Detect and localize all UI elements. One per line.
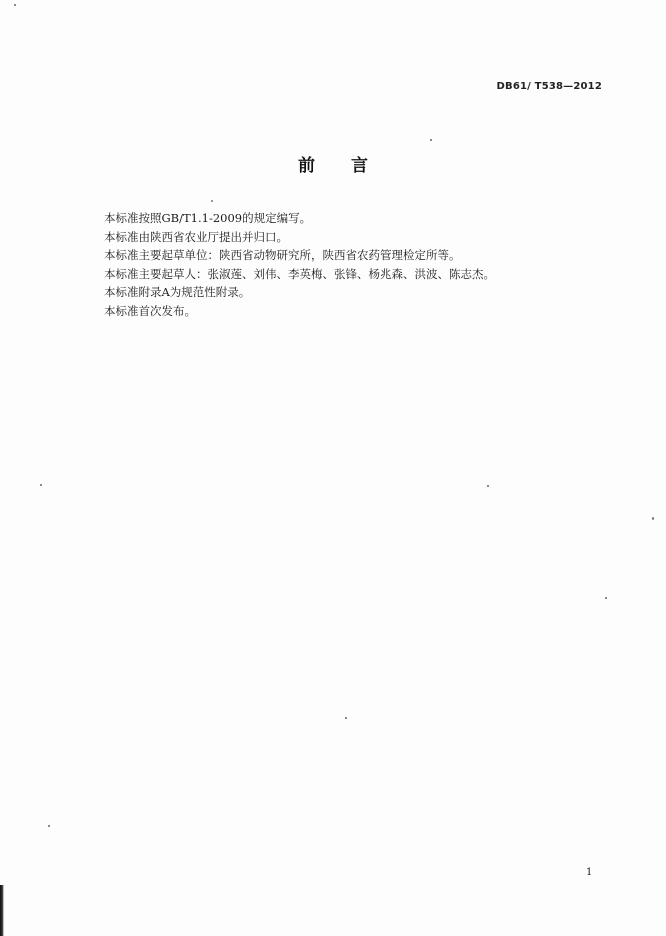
scan-speck bbox=[14, 4, 16, 6]
page-title: 前言 bbox=[298, 156, 404, 176]
document-code: DB61/ T538—2012 bbox=[496, 81, 602, 92]
scan-speck bbox=[345, 717, 347, 719]
page-number: 1 bbox=[586, 867, 593, 878]
preface-line-first-release: 本标准首次发布。 bbox=[104, 303, 196, 318]
preface-line-drafting-rules: 本标准按照GB/T1.1-2009的规定编写。 bbox=[104, 211, 312, 225]
scan-speck bbox=[487, 485, 489, 487]
scan-speck bbox=[40, 484, 42, 486]
scan-speck bbox=[48, 825, 50, 827]
preface-body bbox=[104, 209, 604, 320]
scan-speck bbox=[430, 139, 432, 141]
preface-line-proposer: 本标准由陕西省农业厅提出并归口。 bbox=[104, 229, 288, 244]
scan-speck bbox=[652, 517, 654, 520]
preface-line-drafters: 本标准主要起草人：张淑莲、刘伟、李英梅、张锋、杨兆森、洪波、陈志杰。 bbox=[104, 266, 495, 281]
scan-speck bbox=[605, 597, 607, 599]
scan-edge-shadow bbox=[0, 885, 4, 936]
preface-line-appendix: 本标准附录A为规范性附录。 bbox=[104, 285, 251, 299]
preface-line-drafting-units: 本标准主要起草单位：陕西省动物研究所，陕西省农药管理检定所等。 bbox=[104, 248, 461, 262]
scan-speck bbox=[211, 200, 213, 202]
